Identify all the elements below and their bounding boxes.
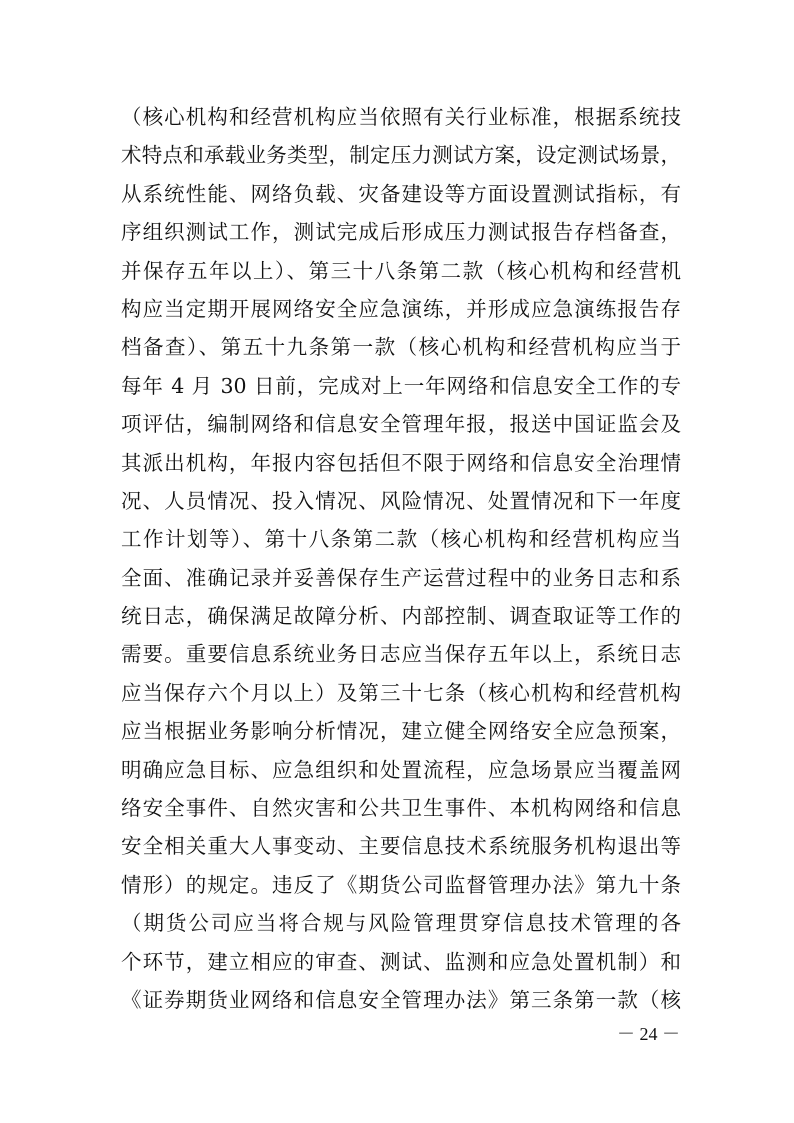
text-line: 术特点和承载业务类型，制定压力测试方案，设定测试场景， (121, 143, 681, 168)
text-line: 从系统性能、网络负载、灾备建设等方面设置测试指标，有 (121, 181, 681, 206)
text-line: 应当保存六个月以上）及第三十七条（核心机构和经营机构 (121, 680, 681, 705)
text-line: 个环节，建立相应的审查、测试、监测和应急处置机制）和 (121, 949, 681, 974)
text-line: 《证券期货业网络和信息安全管理办法》第三条第一款（核 (121, 987, 681, 1012)
text-line: （期货公司应当将合规与风险管理贯穿信息技术管理的各 (121, 911, 681, 936)
text-line: 情形）的规定。违反了《期货公司监督管理办法》第九十条 (121, 872, 681, 897)
text-line: 统日志，确保满足故障分析、内部控制、调查取证等工作的 (121, 604, 681, 629)
text-line: 项评估，编制网络和信息安全管理年报，报送中国证监会及 (121, 412, 681, 437)
text-line: 每年 4 月 30 日前，完成对上一年网络和信息安全工作的专 (121, 373, 681, 398)
page-number: － 24 － (617, 1024, 680, 1044)
text-line: 工作计划等）、第十八条第二款（核心机构和经营机构应当 (121, 527, 681, 552)
body-text (121, 98, 681, 1019)
text-line: 应当根据业务影响分析情况，建立健全网络安全应急预案， (121, 719, 681, 744)
text-line: 明确应急目标、应急组织和处置流程，应急场景应当覆盖网 (121, 757, 681, 782)
text-line: 况、人员情况、投入情况、风险情况、处置情况和下一年度 (121, 488, 681, 513)
text-line: 并保存五年以上）、第三十八条第二款（核心机构和经营机 (121, 258, 681, 283)
text-line: 需要。重要信息系统业务日志应当保存五年以上，系统日志 (121, 642, 681, 667)
text-line: 全面、准确记录并妥善保存生产运营过程中的业务日志和系 (121, 565, 681, 590)
text-line: （核心机构和经营机构应当依照有关行业标准，根据系统技 (121, 105, 681, 129)
text-line: 序组织测试工作，测试完成后形成压力测试报告存档备查， (121, 220, 681, 245)
text-line: 安全相关重大人事变动、主要信息技术系统服务机构退出等 (121, 834, 681, 859)
text-line: 络安全事件、自然灾害和公共卫生事件、本机构网络和信息 (121, 796, 681, 821)
text-line: 构应当定期开展网络安全应急演练，并形成应急演练报告存 (121, 296, 681, 321)
text-line: 档备查）、第五十九条第一款（核心机构和经营机构应当于 (121, 335, 681, 360)
text-line: 其派出机构，年报内容包括但不限于网络和信息安全治理情 (121, 450, 681, 475)
